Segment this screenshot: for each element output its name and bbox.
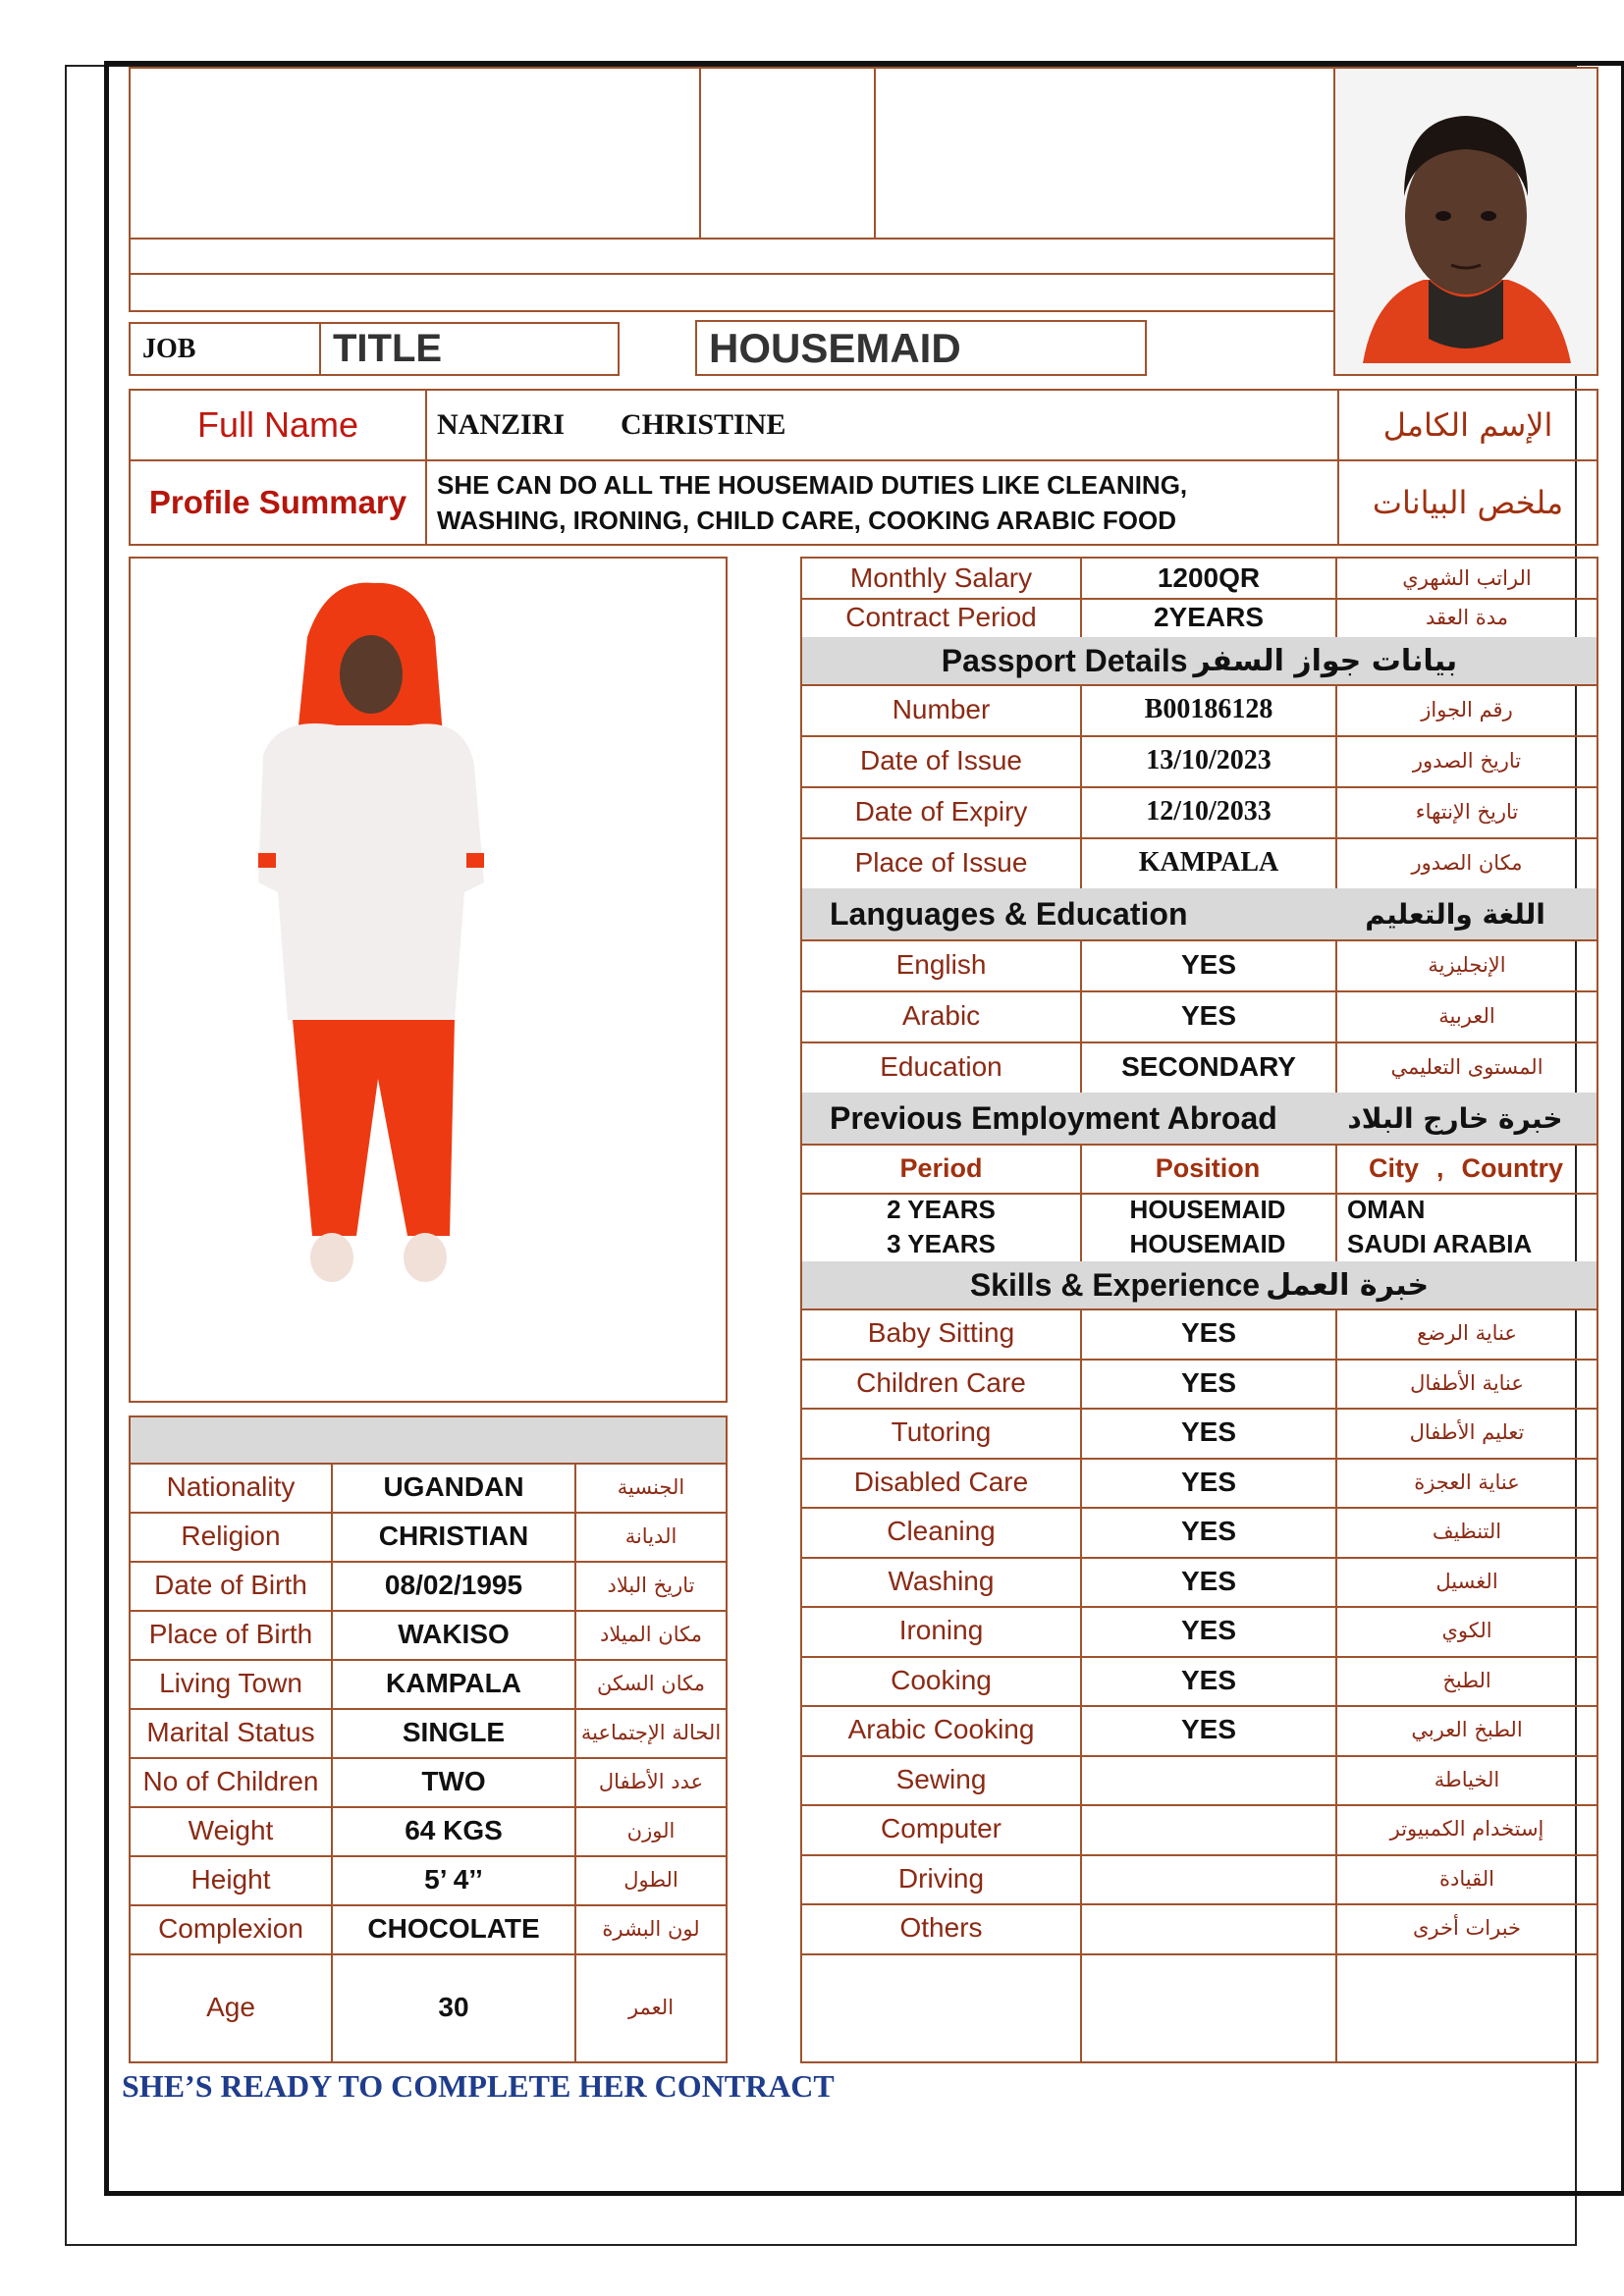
full-body-photo-frame xyxy=(129,557,728,1403)
language-row-value: YES xyxy=(1180,1000,1237,1031)
skill-row-value: YES xyxy=(1180,1416,1237,1448)
skill-row-label: Cooking xyxy=(891,1664,992,1695)
employment-heading-ar: خبرة خارج البلاد xyxy=(1347,1101,1563,1135)
passport-row-label-ar: تاريخ الصدور xyxy=(1412,749,1522,773)
passport-row-value: KAMPALA xyxy=(1138,847,1279,878)
skill-row-label: Disabled Care xyxy=(853,1466,1029,1497)
skill-row-value xyxy=(1082,1755,1335,1805)
passport-row-label-ar: مكان الصدور xyxy=(1411,851,1523,875)
passport-row-label: Date of Expiry xyxy=(854,796,1028,827)
skill-row-label: Computer xyxy=(881,1813,1001,1844)
employment-position-1: HOUSEMAID xyxy=(1129,1195,1286,1224)
employment-country-1: OMAN xyxy=(1347,1195,1426,1224)
skill-row-value: YES xyxy=(1180,1565,1237,1596)
skill-row-value: YES xyxy=(1180,1466,1237,1497)
skill-row-label: Baby Sitting xyxy=(867,1317,1015,1349)
skill-row-label-ar: الطبخ العربي xyxy=(1411,1718,1523,1742)
personal-value: 08/02/1995 xyxy=(384,1570,523,1600)
languages-heading-ar: اللغة والتعليم xyxy=(1365,897,1545,931)
employment-col-location xyxy=(1335,1144,1597,1193)
skills-heading-ar: خبرة العمل xyxy=(1266,1267,1430,1303)
employment-col-city: City xyxy=(1368,1152,1419,1183)
employment-period-1: 2 YEARS xyxy=(887,1195,996,1224)
personal-label: Date of Birth xyxy=(154,1570,307,1600)
passport-row-label: Place of Issue xyxy=(854,847,1028,878)
job-value: HOUSEMAID xyxy=(709,324,961,371)
personal-label-ar: عدد الأطفال xyxy=(598,1770,704,1793)
skill-row-label-ar: عناية الرضع xyxy=(1417,1321,1517,1346)
contract-row-value: 1200QR xyxy=(1157,562,1261,593)
header-rule xyxy=(129,238,1339,240)
contract-row-label: Monthly Salary xyxy=(849,562,1033,593)
header-divider xyxy=(699,67,701,239)
passport-row-label-ar: تاريخ الإنتهاء xyxy=(1415,800,1519,824)
skill-row-label-ar: الخياطة xyxy=(1434,1767,1500,1791)
personal-value: KAMPALA xyxy=(386,1668,521,1698)
personal-label: Height xyxy=(190,1864,271,1895)
passport-heading-wrap xyxy=(802,637,1597,684)
employment-col-period: Period xyxy=(899,1152,983,1183)
employment-period-2: 3 YEARS xyxy=(887,1229,996,1258)
employment-country-2: SAUDI ARABIA xyxy=(1347,1229,1533,1258)
personal-label-ar: الوزن xyxy=(626,1819,676,1842)
skill-row-value xyxy=(1082,1804,1335,1854)
employment-col-sep: , xyxy=(1436,1152,1444,1183)
personal-label-ar: الحالة الإجتماعية xyxy=(580,1721,722,1744)
passport-row-value: B00186128 xyxy=(1144,694,1273,724)
contract-row-label-ar: مدة العقد xyxy=(1426,606,1508,629)
language-row-value: SECONDARY xyxy=(1121,1051,1296,1082)
personal-label-ar: لون البشرة xyxy=(602,1917,700,1941)
language-row-value: YES xyxy=(1180,949,1237,980)
passport-row-value: 13/10/2023 xyxy=(1146,745,1272,775)
passport-row-label-ar: رقم الجواز xyxy=(1421,698,1513,721)
personal-value: SINGLE xyxy=(402,1717,506,1747)
skill-row-label-ar: الكوي xyxy=(1441,1619,1492,1643)
personal-label-ar: مكان الميلاد xyxy=(600,1623,702,1646)
skill-row-label-ar: عناية العجزة xyxy=(1414,1469,1520,1494)
full-name-last: CHRISTINE xyxy=(621,408,786,441)
skill-row-value: YES xyxy=(1180,1317,1237,1349)
header-rule xyxy=(129,273,1339,275)
personal-label-ar: مكان السكن xyxy=(597,1672,705,1695)
footer-note: SHE’S READY TO COMPLETE HER CONTRACT xyxy=(122,2067,835,2104)
full-name-label: Full Name xyxy=(196,404,359,445)
personal-value: CHRISTIAN xyxy=(378,1521,529,1551)
skill-row-value: YES xyxy=(1180,1516,1237,1547)
right-col-rule xyxy=(1080,1953,1082,2062)
skill-row-value: YES xyxy=(1180,1366,1237,1398)
employment-col-country: Country xyxy=(1461,1152,1564,1183)
personal-label-ar: تاريخ البلاد xyxy=(607,1574,695,1597)
skill-row-label-ar: إستخدام الكمبيوتر xyxy=(1389,1817,1544,1842)
skill-row-value xyxy=(1082,1903,1335,1953)
skill-row-value: YES xyxy=(1180,1615,1237,1646)
contract-row-value: 2YEARS xyxy=(1153,602,1265,632)
skill-row-label: Others xyxy=(899,1912,983,1944)
personal-value: 64 KGS xyxy=(405,1815,503,1845)
skills-heading: Skills & Experience xyxy=(969,1266,1261,1303)
skill-row-value: YES xyxy=(1180,1664,1237,1695)
personal-value: WAKISO xyxy=(398,1619,510,1649)
passport-heading: Passport Details xyxy=(941,642,1188,678)
contract-row-label: Contract Period xyxy=(845,602,1037,632)
personal-label: Marital Status xyxy=(146,1717,315,1747)
skill-row-label-ar: الطبخ xyxy=(1442,1668,1491,1692)
passport-row-label: Number xyxy=(892,694,991,724)
personal-label: Religion xyxy=(181,1521,281,1551)
skill-row-label-ar: خبرات أخرى xyxy=(1412,1916,1522,1941)
skill-row-label-ar: القيادة xyxy=(1439,1866,1494,1891)
employment-heading: Previous Employment Abroad xyxy=(830,1099,1277,1136)
personal-label-ar: الديانة xyxy=(624,1524,677,1548)
personal-label-ar: الجنسية xyxy=(617,1475,685,1499)
skill-row-label: Washing xyxy=(888,1565,995,1596)
profile-summary-line1: SHE CAN DO ALL THE HOUSEMAID DUTIES LIKE CLEANING, xyxy=(437,469,1188,500)
personal-label: Weight xyxy=(188,1815,274,1845)
personal-header-bar xyxy=(129,1415,728,1465)
full-body-photo xyxy=(131,559,726,1401)
skill-row-label: Driving xyxy=(897,1862,985,1894)
language-row-label: Education xyxy=(880,1051,1002,1082)
language-row-label-ar: المستوى التعليمي xyxy=(1390,1055,1543,1079)
header-divider xyxy=(874,67,876,239)
passport-row-label: Date of Issue xyxy=(860,745,1022,775)
full-name-label-ar: الإسم الكامل xyxy=(1382,406,1553,444)
skill-row-label: Cleaning xyxy=(887,1516,996,1547)
job-label: JOB xyxy=(142,333,196,364)
passport-row-value: 12/10/2033 xyxy=(1146,796,1272,827)
age-label: Age xyxy=(206,1992,255,2022)
languages-heading: Languages & Education xyxy=(830,895,1188,932)
age-label-ar: العمر xyxy=(627,1996,675,2019)
personal-label: No of Children xyxy=(142,1766,319,1796)
skill-row-label: Ironing xyxy=(898,1615,984,1646)
language-row-label: Arabic xyxy=(901,1000,981,1031)
right-col-rule xyxy=(1335,1953,1337,2062)
skill-row-label-ar: عناية الأطفال xyxy=(1410,1370,1524,1395)
profile-summary-label-ar: ملخص البيانات xyxy=(1372,484,1564,521)
skill-row-value: YES xyxy=(1180,1714,1237,1745)
personal-value: UGANDAN xyxy=(383,1471,524,1502)
employment-position-2: HOUSEMAID xyxy=(1129,1229,1286,1258)
personal-value: 5’ 4’’ xyxy=(424,1864,483,1895)
personal-label: Living Town xyxy=(159,1668,302,1698)
skill-row-label: Children Care xyxy=(856,1366,1026,1398)
language-row-label: English xyxy=(895,949,987,980)
headshot-photo xyxy=(1335,69,1597,374)
skill-row-label-ar: الغسيل xyxy=(1435,1569,1498,1593)
passport-heading-ar: بيانات جواز السفر xyxy=(1193,643,1458,678)
skill-row-value xyxy=(1082,1854,1335,1904)
personal-label: Place of Birth xyxy=(148,1619,313,1649)
language-row-label-ar: العربية xyxy=(1438,1004,1495,1028)
personal-value: TWO xyxy=(421,1766,486,1796)
job-title-label: TITLE xyxy=(333,327,443,370)
personal-label: Nationality xyxy=(166,1471,296,1502)
contract-row-label-ar: الراتب الشهري xyxy=(1402,566,1532,590)
full-name-first: NANZIRI xyxy=(437,408,566,441)
skill-row-label-ar: التنظيف xyxy=(1432,1520,1502,1544)
skill-row-label: Tutoring xyxy=(891,1416,992,1448)
skill-row-label: Arabic Cooking xyxy=(847,1714,1035,1745)
personal-label: Complexion xyxy=(158,1913,303,1944)
skill-row-label-ar: تعليم الأطفال xyxy=(1409,1420,1525,1445)
age-value: 30 xyxy=(438,1992,469,2022)
skills-heading-wrap xyxy=(802,1261,1597,1308)
employment-col-position: Position xyxy=(1155,1152,1261,1183)
profile-summary-line2: WASHING, IRONING, CHILD CARE, COOKING ARABIC FOOD xyxy=(437,505,1177,535)
personal-label-ar: الطول xyxy=(623,1868,678,1892)
right-row-rule xyxy=(800,1953,1598,1955)
headshot-photo-frame xyxy=(1333,67,1598,376)
name-col-rule xyxy=(425,389,427,546)
personal-value: CHOCOLATE xyxy=(367,1913,540,1944)
language-row-label-ar: الإنجليزية xyxy=(1428,953,1506,977)
profile-summary-label: Profile Summary xyxy=(148,484,407,520)
skill-row-label: Sewing xyxy=(895,1763,987,1794)
header-box xyxy=(129,67,1339,312)
